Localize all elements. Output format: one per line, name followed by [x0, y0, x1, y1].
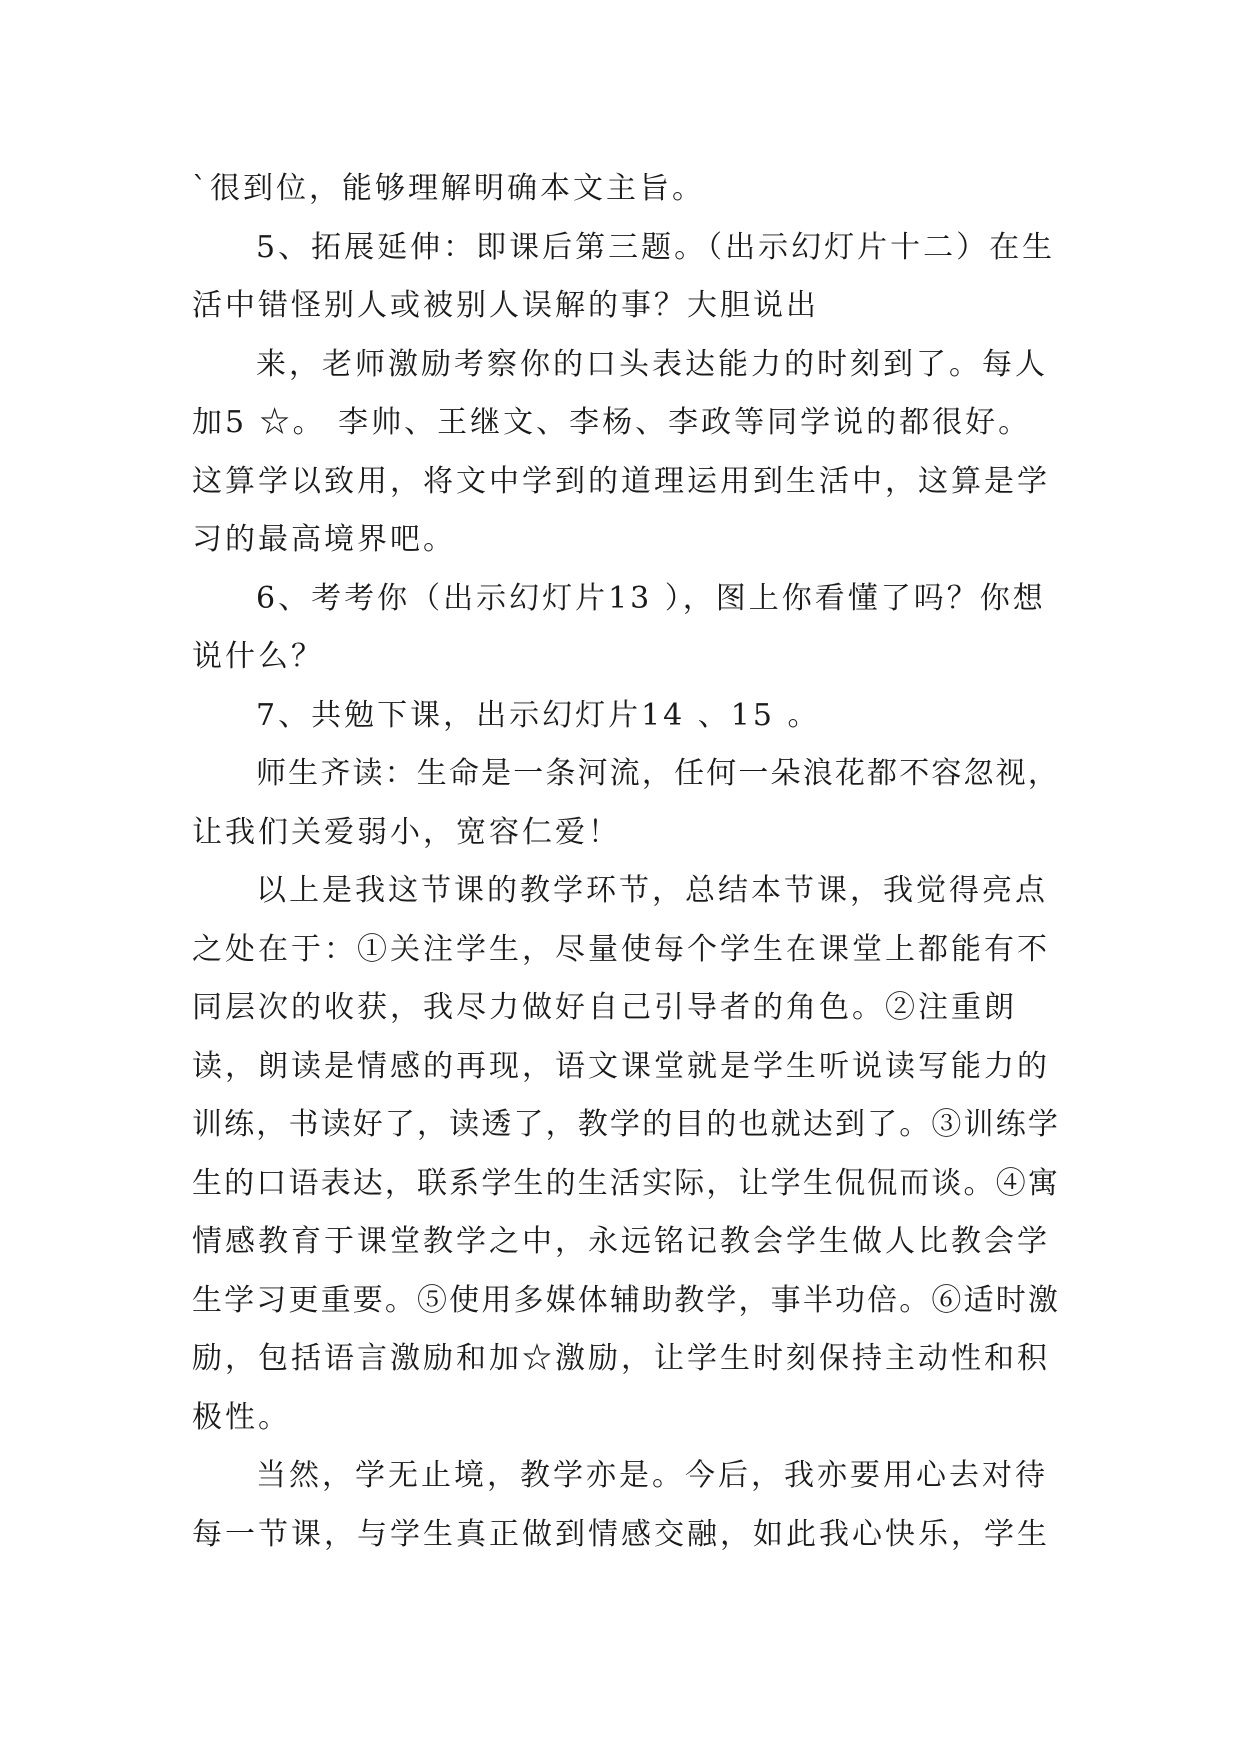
text-line: 这算学以致用，将文中学到的道理运用到生活中，这算是学	[192, 463, 1050, 499]
text-line: 之处在于：①关注学生，尽量使每个学生在课堂上都能有不	[192, 931, 1050, 967]
text-line: 生学习更重要。⑤使用多媒体辅助教学，事半功倍。⑥适时激	[192, 1282, 1060, 1318]
text-line: 让我们关爱弱小，宽容仁爱！	[192, 814, 621, 850]
text-line: 极性。	[192, 1399, 291, 1435]
text-line: 习的最高境界吧。	[192, 522, 456, 557]
text-line: 以上是我这节课的教学环节，总结本节课，我觉得亮点	[256, 873, 1048, 908]
text-line: 当然，学无止境，教学亦是。今后，我亦要用心去对待	[256, 1458, 1048, 1493]
text-line: 励，包括语言激励和加☆激励，让学生时刻保持主动性和积	[192, 1341, 1050, 1376]
text-line: 加5 ☆。 李帅、王继文、李杨、李政等同学说的都很好。	[192, 405, 1032, 440]
text-line: 来，老师激励考察你的口头表达能力的时刻到了。每人	[256, 346, 1048, 382]
text-line: 读，朗读是情感的再现，语文课堂就是学生听说读写能力的	[192, 1048, 1050, 1084]
text-line: 活中错怪别人或被别人误解的事？大胆说出	[192, 288, 819, 323]
text-line: 5、拓展延伸：即课后第三题。（出示幻灯片十二）在生	[256, 229, 1056, 265]
text-line: `很到位，能够理解明确本文主旨。	[192, 171, 705, 206]
text-line: 生的口语表达，联系学生的生活实际，让学生侃侃而谈。④寓	[192, 1165, 1060, 1201]
text-line: 6、考考你（出示幻灯片13 ），图上你看懂了吗？你想	[256, 580, 1046, 616]
document-body	[192, 160, 1060, 1564]
text-line: 训练，书读好了，读透了，教学的目的也就达到了。③训练学	[192, 1107, 1060, 1142]
text-line: 7、共勉下课，出示幻灯片14 、15 。	[256, 697, 821, 733]
text-line: 每一节课，与学生真正做到情感交融，如此我心快乐，学生	[192, 1516, 1050, 1552]
text-line: 情感教育于课堂教学之中，永远铭记教会学生做人比教会学	[192, 1224, 1050, 1259]
text-line: 同层次的收获，我尽力做好自己引导者的角色。②注重朗	[192, 990, 1017, 1025]
text-line: 师生齐读：生命是一条河流，任何一朵浪花都不容忽视，	[256, 756, 1060, 791]
text-line: 说什么？	[192, 639, 324, 674]
